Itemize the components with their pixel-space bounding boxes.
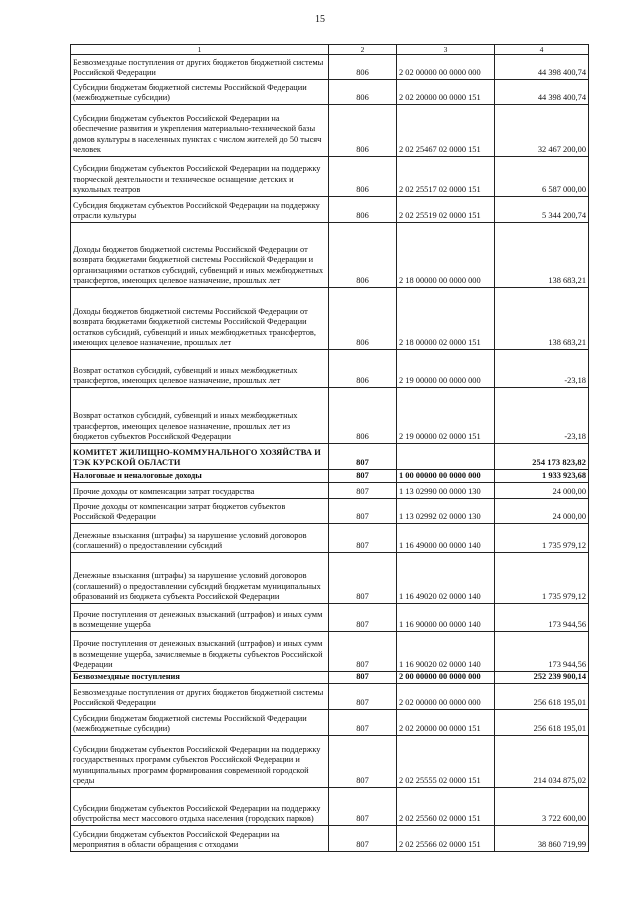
row-description: Прочие поступления от денежных взысканий (штрафов) и иных сумм в возмещение ущерба <box>71 604 329 632</box>
row-amount: 5 344 200,74 <box>495 197 589 223</box>
row-description: КОМИТЕТ ЖИЛИЩНО-КОММУНАЛЬНОГО ХОЗЯЙСТВА И ТЭК КУРСКОЙ ОБЛАСТИ <box>71 444 329 470</box>
row-classification-code: 1 16 49000 00 0000 140 <box>397 524 495 553</box>
row-classification-code: 2 02 25555 02 0000 151 <box>397 736 495 788</box>
row-amount: 1 735 979,12 <box>495 553 589 604</box>
row-admin-code: 806 <box>329 288 397 350</box>
table-row <box>71 288 589 350</box>
row-description: Субсидии бюджетам бюджетной системы Российской Федерации (межбюджетные субсидии) <box>71 710 329 736</box>
table-row <box>71 604 589 632</box>
row-classification-code: 2 18 00000 02 0000 151 <box>397 288 495 350</box>
row-admin-code: 807 <box>329 736 397 788</box>
table-row <box>71 470 589 483</box>
row-admin-code: 806 <box>329 80 397 105</box>
table-row <box>71 826 589 852</box>
row-admin-code: 807 <box>329 483 397 499</box>
row-amount: 44 398 400,74 <box>495 80 589 105</box>
row-admin-code: 806 <box>329 197 397 223</box>
column-header-2: 2 <box>329 45 397 55</box>
row-amount: 138 683,21 <box>495 223 589 288</box>
row-admin-code: 807 <box>329 632 397 672</box>
row-description: Субсидии бюджетам субъектов Российской Федерации на мероприятия в области обращения с отходами <box>71 826 329 852</box>
row-classification-code: 1 00 00000 00 0000 000 <box>397 470 495 483</box>
row-description: Денежные взыскания (штрафы) за нарушение условий договоров (соглашений) о предоставлении субсидий <box>71 524 329 553</box>
table-row <box>71 105 589 157</box>
table-header-row <box>71 45 589 55</box>
row-description: Субсидии бюджетам бюджетной системы Российской Федерации (межбюджетные субсидии) <box>71 80 329 105</box>
row-admin-code: 807 <box>329 499 397 524</box>
page-number: 15 <box>315 14 325 25</box>
row-amount: 254 173 823,82 <box>495 444 589 470</box>
row-description: Субсидии бюджетам субъектов Российской Федерации на обеспечение развития и укрепления материально-технической базы домов культуры в населенных пунктах с числом жителей до 50 тысяч человек <box>71 105 329 157</box>
table-row <box>71 388 589 444</box>
table-row <box>71 350 589 388</box>
row-amount: -23,18 <box>495 350 589 388</box>
row-classification-code: 2 02 25517 02 0000 151 <box>397 157 495 197</box>
row-classification-code: 2 18 00000 00 0000 000 <box>397 223 495 288</box>
row-description: Возврат остатков субсидий, субвенций и иных межбюджетных трансфертов, имеющих целевое назначение, прошлых лет <box>71 350 329 388</box>
row-classification-code: 2 02 25566 02 0000 151 <box>397 826 495 852</box>
row-admin-code: 807 <box>329 826 397 852</box>
row-description: Субсидии бюджетам субъектов Российской Федерации на поддержку государственных программ субъектов Российской Федерации и муниципальных программ формирования современной городской среды <box>71 736 329 788</box>
row-classification-code: 2 02 25519 02 0000 151 <box>397 197 495 223</box>
row-classification-code: 2 02 20000 00 0000 151 <box>397 710 495 736</box>
table-row <box>71 157 589 197</box>
table-row <box>71 672 589 684</box>
row-description: Безвозмездные поступления <box>71 672 329 684</box>
row-amount: 24 000,00 <box>495 499 589 524</box>
table-row <box>71 444 589 470</box>
row-amount: 256 618 195,01 <box>495 710 589 736</box>
row-classification-code <box>397 444 495 470</box>
row-admin-code: 807 <box>329 672 397 684</box>
table-row <box>71 632 589 672</box>
row-admin-code: 807 <box>329 710 397 736</box>
row-description: Субсидия бюджетам субъектов Российской Федерации на поддержку отрасли культуры <box>71 197 329 223</box>
row-description: Налоговые и неналоговые доходы <box>71 470 329 483</box>
row-classification-code: 2 02 20000 00 0000 151 <box>397 80 495 105</box>
row-amount: 32 467 200,00 <box>495 105 589 157</box>
table-row <box>71 684 589 710</box>
row-amount: 6 587 000,00 <box>495 157 589 197</box>
row-classification-code: 2 02 25467 02 0000 151 <box>397 105 495 157</box>
column-header-1: 1 <box>71 45 329 55</box>
row-classification-code: 2 00 00000 00 0000 000 <box>397 672 495 684</box>
row-admin-code: 806 <box>329 388 397 444</box>
row-amount: 24 000,00 <box>495 483 589 499</box>
row-description: Прочие доходы от компенсации затрат бюджетов субъектов Российской Федерации <box>71 499 329 524</box>
row-description: Денежные взыскания (штрафы) за нарушение условий договоров (соглашений) о предоставлении субсидий бюджетам муниципальных образований из бюджета субъекта Российской Федерации <box>71 553 329 604</box>
row-classification-code: 2 02 00000 00 0000 000 <box>397 55 495 80</box>
table-row <box>71 553 589 604</box>
row-amount: -23,18 <box>495 388 589 444</box>
row-amount: 38 860 719,99 <box>495 826 589 852</box>
row-description: Безвозмездные поступления от других бюджетов бюджетной системы Российской Федерации <box>71 55 329 80</box>
row-amount: 1 933 923,68 <box>495 470 589 483</box>
table-row <box>71 80 589 105</box>
row-description: Прочие поступления от денежных взысканий (штрафов) и иных сумм в возмещение ущерба, зачисляемые в бюджеты субъектов Российской Федерации <box>71 632 329 672</box>
row-admin-code: 807 <box>329 788 397 826</box>
row-admin-code: 806 <box>329 350 397 388</box>
column-header-3: 3 <box>397 45 495 55</box>
table-row <box>71 736 589 788</box>
row-classification-code: 2 19 00000 02 0000 151 <box>397 388 495 444</box>
row-admin-code: 807 <box>329 524 397 553</box>
table-row <box>71 499 589 524</box>
row-admin-code: 807 <box>329 470 397 483</box>
row-amount: 173 944,56 <box>495 604 589 632</box>
row-amount: 252 239 900,14 <box>495 672 589 684</box>
budget-revenue-table <box>70 44 589 852</box>
row-amount: 1 735 979,12 <box>495 524 589 553</box>
row-amount: 138 683,21 <box>495 288 589 350</box>
row-classification-code: 1 16 90020 02 0000 140 <box>397 632 495 672</box>
row-description: Прочие доходы от компенсации затрат государства <box>71 483 329 499</box>
row-classification-code: 1 13 02990 00 0000 130 <box>397 483 495 499</box>
column-header-4: 4 <box>495 45 589 55</box>
row-admin-code: 807 <box>329 684 397 710</box>
row-classification-code: 2 19 00000 00 0000 000 <box>397 350 495 388</box>
row-description: Возврат остатков субсидий, субвенций и иных межбюджетных трансфертов, имеющих целевое назначение, прошлых лет из бюджетов субъектов Российской Федерации <box>71 388 329 444</box>
table-row <box>71 223 589 288</box>
row-admin-code: 807 <box>329 553 397 604</box>
row-description: Субсидии бюджетам субъектов Российской Федерации на поддержку обустройства мест массового отдыха населения (городских парков) <box>71 788 329 826</box>
row-admin-code: 806 <box>329 223 397 288</box>
row-amount: 44 398 400,74 <box>495 55 589 80</box>
table-row <box>71 55 589 80</box>
row-admin-code: 806 <box>329 55 397 80</box>
row-admin-code: 806 <box>329 105 397 157</box>
table-row <box>71 483 589 499</box>
row-amount: 214 034 875,02 <box>495 736 589 788</box>
table-row <box>71 524 589 553</box>
row-admin-code: 806 <box>329 157 397 197</box>
row-description: Субсидии бюджетам субъектов Российской Федерации на поддержку творческой деятельности и техническое оснащение детских и кукольных театров <box>71 157 329 197</box>
row-classification-code: 2 02 00000 00 0000 000 <box>397 684 495 710</box>
row-classification-code: 1 16 90000 00 0000 140 <box>397 604 495 632</box>
row-classification-code: 2 02 25560 02 0000 151 <box>397 788 495 826</box>
row-description: Безвозмездные поступления от других бюджетов бюджетной системы Российской Федерации <box>71 684 329 710</box>
row-description: Доходы бюджетов бюджетной системы Российской Федерации от возврата бюджетами бюджетной системы Российской Федерации и организациями остатков субсидий, субвенций и иных межбюджетных трансфертов, имеющих целевое назначение, прошлых лет <box>71 223 329 288</box>
row-amount: 256 618 195,01 <box>495 684 589 710</box>
row-classification-code: 1 13 02992 02 0000 130 <box>397 499 495 524</box>
row-admin-code: 807 <box>329 444 397 470</box>
row-admin-code: 807 <box>329 604 397 632</box>
row-amount: 173 944,56 <box>495 632 589 672</box>
table-row <box>71 788 589 826</box>
row-amount: 3 722 600,00 <box>495 788 589 826</box>
table-body <box>71 55 589 852</box>
row-classification-code: 1 16 49020 02 0000 140 <box>397 553 495 604</box>
table-row <box>71 197 589 223</box>
table-row <box>71 710 589 736</box>
row-description: Доходы бюджетов бюджетной системы Российской Федерации от возврата бюджетами бюджетной системы Российской Федерации остатков субсидий, субвенций и иных межбюджетных трансфертов, имеющих целевое назначение, прошлых лет <box>71 288 329 350</box>
